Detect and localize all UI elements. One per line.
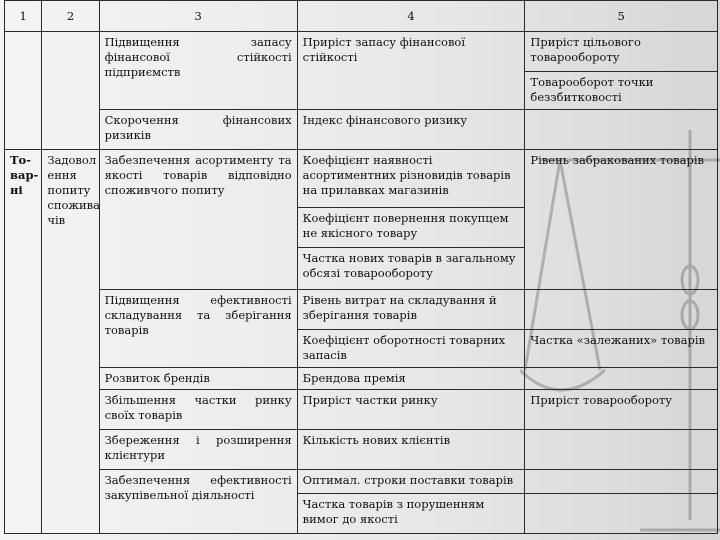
table-header-row <box>5 1 718 32</box>
cell-rejected-goods: Рівень забракованих товарів <box>525 150 718 290</box>
cell-delivery-indicator: Оптимал. строки поставки товарів <box>297 470 525 494</box>
cell-turnover-coef-indicator: Коефіцієнт оборотності товарних запасів <box>297 330 525 368</box>
cell-storage-empty <box>525 290 718 330</box>
header-cell-3: 3 <box>99 1 297 32</box>
cell-quality-violations-indicator: Частка товарів з порушенням вимог до якості <box>297 494 525 534</box>
cell-financial-stability-indicator: Приріст запасу фінансової стійкості <box>297 32 525 110</box>
indicators-table <box>4 0 718 534</box>
cell-new-goods-indicator: Частка нових товарів в загальному обсязі товарообороту <box>297 248 525 290</box>
table-row <box>5 110 718 150</box>
cell-clients-empty <box>525 430 718 470</box>
cell-assortment-goal: Забезпечення асортименту та якості товарів відповідно споживчого попиту <box>99 150 297 290</box>
cell-brand-empty <box>525 368 718 390</box>
table-row <box>5 368 718 390</box>
cell-clients-goal: Збереження і розширення клієнтури <box>99 430 297 470</box>
table-row <box>5 430 718 470</box>
header-cell-1: 1 <box>5 1 42 32</box>
cell-clients-indicator: Кількість нових клієнтів <box>297 430 525 470</box>
cell-assortment-indicator: Коефіцієнт наявності асортиментних різновидів товарів на прилавках магазинів <box>297 150 525 208</box>
cell-storage-goal: Підвищення ефективності складування та зберігання товарів <box>99 290 297 368</box>
cell-brand-indicator: Брендова премія <box>297 368 525 390</box>
group-cell-empty-1 <box>5 32 42 150</box>
cell-breakeven-turnover: Товарооборот точки беззбитковості <box>525 72 718 110</box>
cell-stale-goods: Частка «залежаних» товарів <box>525 330 718 368</box>
cell-market-turnover: Приріст товарообороту <box>525 390 718 430</box>
cell-returns-indicator: Коефіцієнт повернення покупцем не якісного товару <box>297 208 525 248</box>
group-label-demand: Задовол ення попиту спожива чів <box>42 150 99 534</box>
cell-purchasing-goal: Забезпечення ефективності закупівельної діяльності <box>99 470 297 534</box>
cell-financial-stability-goal: Підвищення запасу фінансової стійкості підприємств <box>99 32 297 110</box>
table-row <box>5 470 718 494</box>
table-row <box>5 390 718 430</box>
header-cell-4: 4 <box>297 1 525 32</box>
cell-market-goal: Збільшення частки ринку своїх товарів <box>99 390 297 430</box>
header-cell-2: 2 <box>42 1 99 32</box>
cell-storage-costs-indicator: Рівень витрат на складування й зберігання товарів <box>297 290 525 330</box>
cell-quality-empty <box>525 494 718 534</box>
cell-risk-indicator: Індекс фінансового ризику <box>297 110 525 150</box>
cell-market-indicator: Приріст частки ринку <box>297 390 525 430</box>
cell-target-turnover: Приріст цільового товарообороту <box>525 32 718 72</box>
cell-delivery-empty <box>525 470 718 494</box>
cell-brand-goal: Розвиток брендів <box>99 368 297 390</box>
header-cell-5: 5 <box>525 1 718 32</box>
cell-risk-goal: Скорочення фінансових ризиків <box>99 110 297 150</box>
group-cell-empty-2 <box>42 32 99 150</box>
table-row <box>5 150 718 208</box>
table-row <box>5 290 718 330</box>
table-row <box>5 32 718 72</box>
group-label-goods: То-вар-ні <box>5 150 42 534</box>
cell-risk-empty <box>525 110 718 150</box>
